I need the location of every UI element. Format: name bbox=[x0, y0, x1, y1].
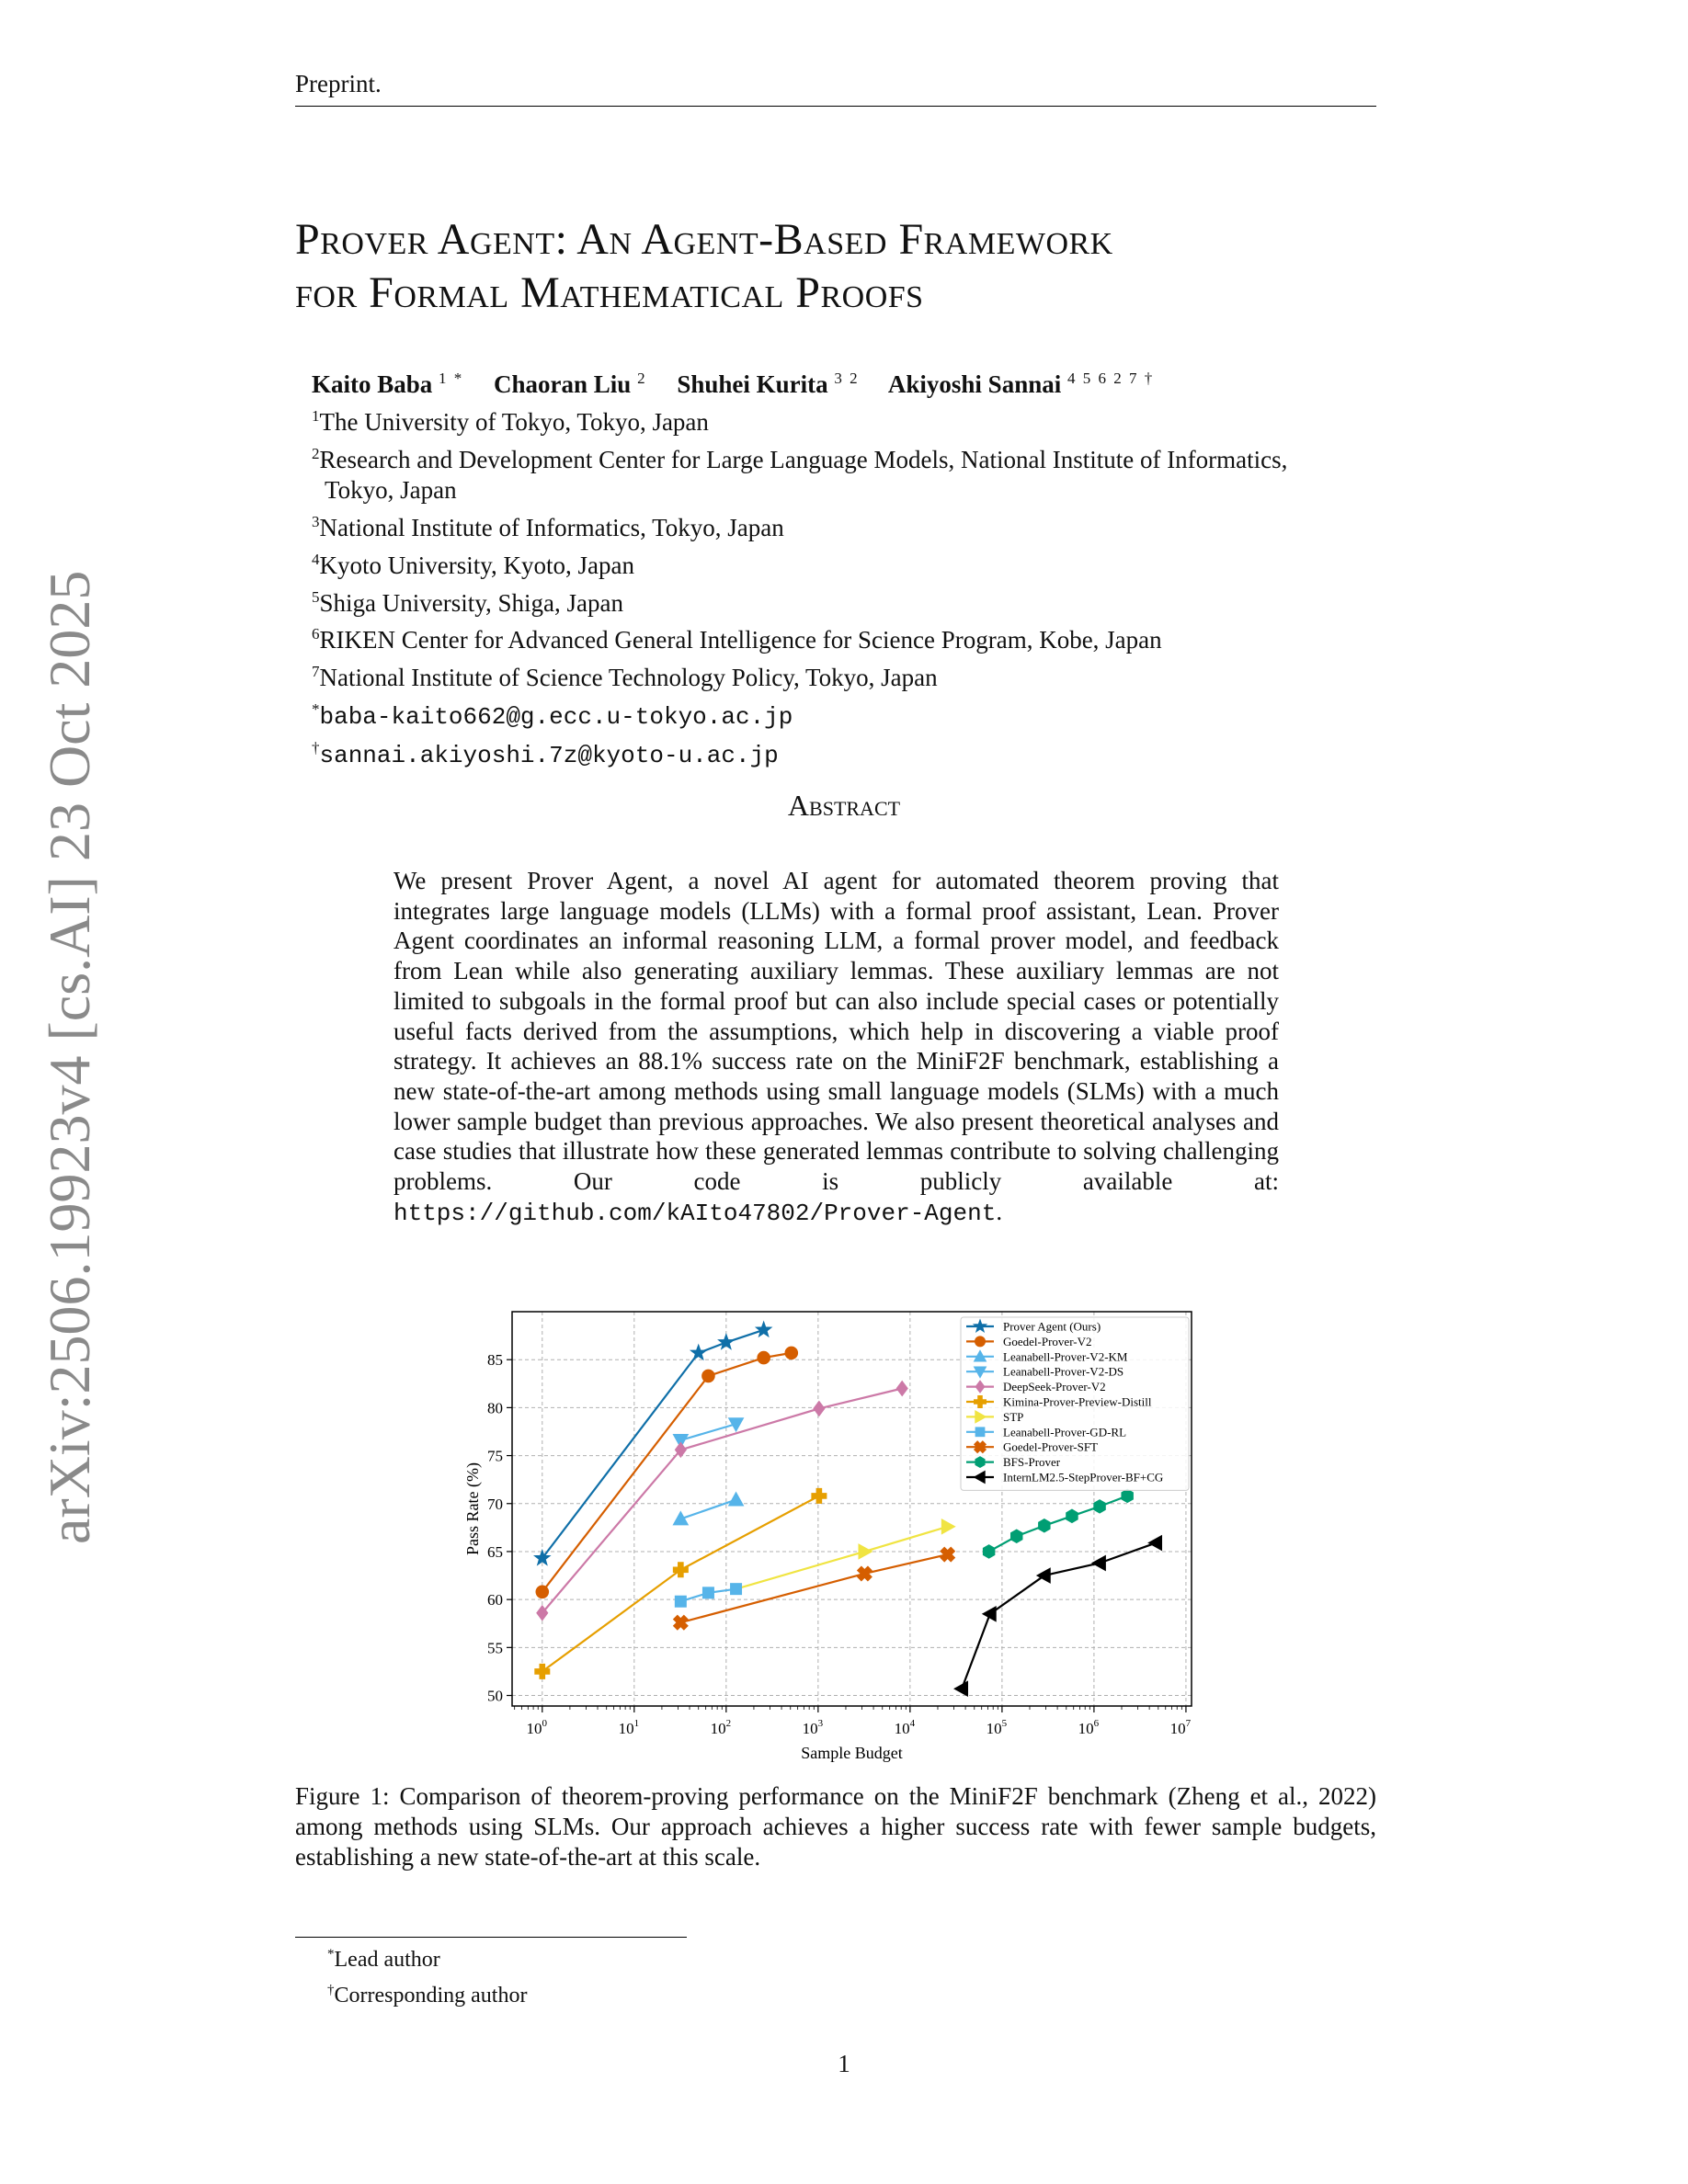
author-marks: 4 5 6 2 7 † bbox=[1066, 370, 1155, 387]
email-address[interactable]: sannai.akiyoshi.7z@kyoto-u.ac.jp bbox=[319, 742, 779, 770]
affiliation bbox=[312, 656, 1287, 694]
footnote bbox=[327, 1975, 527, 2011]
circle-marker bbox=[785, 1347, 798, 1359]
x-marker-shape bbox=[670, 1612, 691, 1633]
affiliation-mark: 3 bbox=[312, 513, 320, 531]
triangle-right-marker bbox=[941, 1519, 954, 1534]
series-leanabell-prover-gd-rl bbox=[675, 1584, 741, 1608]
affiliation-text: National Institute of Informatics, Tokyo, Japan bbox=[319, 514, 784, 542]
affiliation-text: Kyoto University, Kyoto, Japan bbox=[319, 551, 634, 579]
author-marks: 2 bbox=[637, 370, 647, 387]
x-tick-label: $10^4$ bbox=[894, 1718, 916, 1737]
affiliation bbox=[312, 506, 1287, 544]
affiliation-mark: 5 bbox=[312, 587, 320, 606]
code-link[interactable]: https://github.com/kAIto47802/Prover-Agent bbox=[393, 1199, 997, 1227]
author-marks: 3 2 bbox=[834, 370, 860, 387]
hexagon-marker bbox=[1010, 1530, 1021, 1542]
y-tick-label: 65 bbox=[487, 1542, 503, 1561]
triangle-left-marker bbox=[983, 1607, 996, 1621]
affiliation-continued: Tokyo, Japan bbox=[325, 476, 457, 505]
hexagon-marker bbox=[975, 1457, 985, 1468]
plus-marker bbox=[535, 1664, 550, 1678]
footnote bbox=[327, 1939, 527, 1975]
x-tick-label: $10^2$ bbox=[710, 1718, 732, 1737]
footnote-mark: † bbox=[327, 1983, 335, 1997]
legend-label: STP bbox=[1003, 1409, 1024, 1424]
series-line bbox=[680, 1424, 736, 1440]
affiliation-mark: 7 bbox=[312, 662, 320, 680]
star-marker bbox=[756, 1322, 771, 1337]
footnotes bbox=[327, 1939, 527, 2011]
x-tick-label: $10^6$ bbox=[1078, 1718, 1100, 1737]
running-header: Preprint. bbox=[295, 70, 382, 97]
triangle-up-marker bbox=[729, 1493, 744, 1506]
y-tick-label: 55 bbox=[487, 1639, 503, 1657]
x-tick-label: $10^5$ bbox=[986, 1718, 1008, 1737]
square-marker bbox=[975, 1428, 985, 1437]
abstract-text: We present Prover Agent, a novel AI agent for automated theorem proving that integrates large language models (LLMs) with a formal proof assistant, Lean. Prover Agent coordinates an informal reasoning LLM, a formal prover model, and feedback from Lean while also generating auxiliary lemmas. These auxiliary lemmas are not limited to subgoals in the formal proof but can also include special cases or potentially useful facts derived from the assumptions, which help in discovering a viable proof strategy. It achieves an 88.1% success rate on the MiniF2F benchmark, establishing a new state-of-the-art among methods using small language models (SLMs) with a much lower sample budget than previous approaches. We also present theoretical analyses and case studies that illustrate how these generated lemmas contribute to solving challenging problems. Our code is publicly available at: bbox=[393, 867, 1279, 1196]
y-tick-label: 75 bbox=[487, 1447, 503, 1465]
affiliation-text: RIKEN Center for Advanced General Intelligence for Science Program, Kobe, Japan bbox=[319, 626, 1162, 654]
affiliation-text: Shiga University, Shiga, Japan bbox=[319, 588, 623, 617]
y-tick-label: 50 bbox=[487, 1687, 503, 1705]
author-list bbox=[312, 370, 1178, 399]
legend-label: DeepSeek-Prover-V2 bbox=[1003, 1380, 1106, 1394]
legend-label: Leanabell-Prover-V2-DS bbox=[1003, 1364, 1124, 1379]
x-marker bbox=[854, 1564, 875, 1585]
series-prover-agent-ours- bbox=[534, 1322, 771, 1564]
hexagon-marker bbox=[1122, 1489, 1133, 1502]
pass-rate-chart bbox=[451, 1296, 1204, 1765]
title-line-2: for Formal Mathematical Proofs bbox=[295, 268, 924, 317]
plus-marker bbox=[673, 1563, 688, 1577]
x-marker bbox=[670, 1612, 691, 1633]
series-leanabell-prover-v2-ds bbox=[673, 1418, 743, 1448]
legend-label: InternLM2.5-StepProver-BF+CG bbox=[1003, 1470, 1164, 1484]
email-mark: † bbox=[312, 739, 320, 757]
x-tick-label: $10^7$ bbox=[1169, 1718, 1192, 1737]
affiliation bbox=[312, 438, 1287, 476]
series-line bbox=[680, 1500, 736, 1519]
x-marker bbox=[937, 1544, 958, 1565]
hexagon-marker bbox=[983, 1545, 994, 1558]
hexagon-marker bbox=[1094, 1500, 1105, 1513]
triangle-left-marker bbox=[1037, 1568, 1050, 1583]
affiliation bbox=[312, 401, 1287, 438]
author bbox=[494, 370, 647, 398]
author-name: Shuhei Kurita bbox=[677, 370, 828, 398]
x-tick-label: $10^1$ bbox=[618, 1718, 640, 1737]
circle-marker bbox=[975, 1337, 985, 1347]
arxiv-stamp: arXiv:2506.19923v4 [cs.AI] 23 Oct 2025 bbox=[37, 570, 102, 1544]
y-axis-label: Pass Rate (%) bbox=[463, 1462, 482, 1555]
title-line-1: Prover Agent: An Agent-Based Framework bbox=[295, 215, 1113, 264]
abstract-end: . bbox=[996, 1197, 1003, 1225]
affiliation-mark: 1 bbox=[312, 407, 320, 425]
series-line bbox=[542, 1389, 902, 1613]
series-line bbox=[542, 1353, 792, 1592]
affiliation-text: The University of Tokyo, Tokyo, Japan bbox=[319, 408, 709, 436]
legend-label: Kimina-Prover-Preview-Distill bbox=[1003, 1394, 1152, 1409]
legend-label: Leanabell-Prover-GD-RL bbox=[1003, 1425, 1127, 1439]
star-marker bbox=[690, 1345, 706, 1359]
series-leanabell-prover-v2-km bbox=[673, 1493, 743, 1525]
author bbox=[677, 370, 859, 398]
paper-title bbox=[295, 213, 1113, 320]
footnote-text: Lead author bbox=[334, 1948, 440, 1972]
author bbox=[888, 370, 1154, 398]
x-marker-shape bbox=[937, 1544, 958, 1565]
affiliation bbox=[312, 582, 1287, 620]
hexagon-marker bbox=[1039, 1519, 1050, 1532]
series-goedel-prover-v2 bbox=[536, 1347, 798, 1598]
legend-label: BFS-Prover bbox=[1003, 1455, 1061, 1470]
x-tick-label: $10^3$ bbox=[802, 1718, 824, 1737]
email-mark: * bbox=[312, 700, 320, 718]
series-line bbox=[542, 1330, 764, 1558]
diamond-marker bbox=[814, 1401, 825, 1416]
hexagon-marker bbox=[1066, 1509, 1078, 1522]
series-line bbox=[989, 1496, 1128, 1552]
square-marker bbox=[702, 1587, 713, 1598]
x-marker-shape bbox=[854, 1564, 875, 1585]
author-name: Akiyoshi Sannai bbox=[887, 370, 1062, 398]
affiliation bbox=[312, 544, 1287, 582]
x-axis-label: Sample Budget bbox=[801, 1744, 903, 1762]
abstract-heading: Abstract bbox=[787, 789, 901, 822]
plus-marker bbox=[812, 1488, 827, 1503]
circle-marker bbox=[702, 1370, 715, 1382]
header-rule bbox=[295, 106, 1376, 107]
series-deepseek-prover-v2 bbox=[537, 1382, 907, 1621]
author-marks: 1 * bbox=[439, 370, 464, 387]
series-internlm2-5-stepprover-bf-cg bbox=[954, 1536, 1161, 1697]
circle-marker bbox=[758, 1351, 770, 1364]
affiliation-text: Research and Development Center for Large Language Models, National Institute of Informatics, bbox=[319, 445, 1288, 473]
legend-label: Goedel-Prover-V2 bbox=[1003, 1334, 1092, 1348]
y-tick-label: 80 bbox=[487, 1399, 503, 1417]
author-name: Kaito Baba bbox=[312, 370, 433, 398]
x-tick-label: $10^0$ bbox=[526, 1718, 548, 1737]
legend-label: Prover Agent (Ours) bbox=[1003, 1319, 1101, 1334]
square-marker bbox=[675, 1596, 686, 1607]
triangle-left-marker bbox=[1148, 1536, 1161, 1551]
diamond-marker bbox=[896, 1382, 907, 1396]
figure-caption: Figure 1: Comparison of theorem-proving performance on the MiniF2F benchmark (Zheng et al., 2022) among methods using SLMs. Our approach achieves a higher success rate with fewer sample budgets, establishing a new state-of-the-art at this scale. bbox=[295, 1782, 1376, 1871]
affiliation-list bbox=[312, 401, 1287, 772]
footnote-rule bbox=[295, 1937, 687, 1938]
footnote-mark: * bbox=[327, 1947, 335, 1962]
y-tick-label: 85 bbox=[487, 1351, 503, 1370]
square-marker bbox=[731, 1584, 742, 1595]
triangle-right-marker bbox=[859, 1544, 872, 1559]
affiliation-mark: 2 bbox=[312, 444, 320, 462]
series-bfs-prover bbox=[983, 1489, 1133, 1558]
triangle-left-marker bbox=[954, 1681, 967, 1696]
abstract-body bbox=[393, 866, 1279, 1228]
series-line bbox=[680, 1554, 947, 1622]
affiliation-mark: 6 bbox=[312, 625, 320, 643]
affiliation-text: National Institute of Science Technology Policy, Tokyo, Japan bbox=[319, 663, 938, 691]
circle-marker bbox=[536, 1586, 549, 1598]
chart-legend bbox=[961, 1317, 1189, 1490]
legend-label: Leanabell-Prover-V2-KM bbox=[1003, 1349, 1128, 1364]
email bbox=[312, 733, 1287, 772]
page-number: 1 bbox=[838, 2050, 850, 2077]
author bbox=[312, 370, 463, 398]
author-name: Chaoran Liu bbox=[494, 370, 632, 398]
y-tick-label: 60 bbox=[487, 1591, 503, 1610]
y-tick-label: 70 bbox=[487, 1495, 503, 1513]
affiliation-mark: 4 bbox=[312, 550, 320, 568]
legend-label: Goedel-Prover-SFT bbox=[1003, 1439, 1098, 1454]
footnote-text: Corresponding author bbox=[334, 1984, 528, 2008]
email-address[interactable]: baba-kaito662@g.ecc.u-tokyo.ac.jp bbox=[319, 702, 793, 731]
legend-item bbox=[966, 1455, 1061, 1469]
affiliation bbox=[312, 619, 1287, 656]
email bbox=[312, 694, 1287, 734]
